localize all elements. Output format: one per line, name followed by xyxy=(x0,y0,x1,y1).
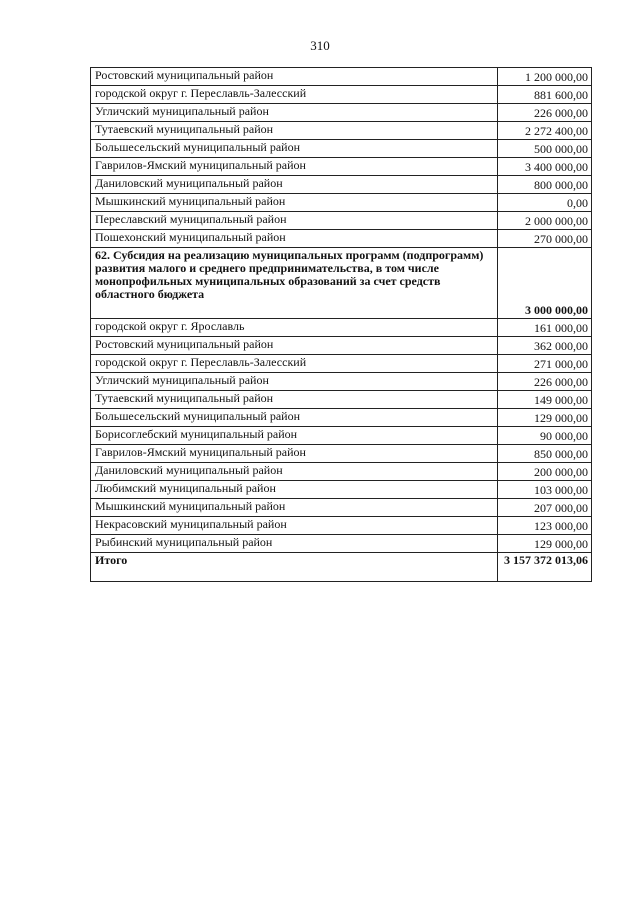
municipality-name: Ростовский муниципальный район xyxy=(91,337,498,355)
subsidy-amount: 90 000,00 xyxy=(498,427,592,445)
subsidy-amount: 2 000 000,00 xyxy=(498,212,592,230)
table-row xyxy=(91,319,592,337)
section-title: 62. Субсидия на реализацию муниципальных программ (подпрограмм) развития малого и среднего предпринимательства, в том числе монопрофильных муниципальных образований за счет средств областного бюджета xyxy=(91,248,498,319)
subsidy-table xyxy=(90,67,592,582)
table-row xyxy=(91,373,592,391)
subsidy-amount: 2 272 400,00 xyxy=(498,122,592,140)
table-row xyxy=(91,463,592,481)
municipality-name: Гаврилов-Ямский муниципальный район xyxy=(91,158,498,176)
subsidy-amount: 881 600,00 xyxy=(498,86,592,104)
table-row xyxy=(91,355,592,373)
subsidy-amount: 850 000,00 xyxy=(498,445,592,463)
municipality-name: городской округ г. Переславль-Залесский xyxy=(91,355,498,373)
municipality-name: Большесельский муниципальный район xyxy=(91,409,498,427)
table-row xyxy=(91,158,592,176)
municipality-name: Некрасовский муниципальный район xyxy=(91,517,498,535)
municipality-name: Пошехонский муниципальный район xyxy=(91,230,498,248)
subsidy-amount: 226 000,00 xyxy=(498,373,592,391)
table-row xyxy=(91,445,592,463)
table-row xyxy=(91,212,592,230)
table-row xyxy=(91,194,592,212)
table-row xyxy=(91,140,592,158)
table-row xyxy=(91,535,592,553)
subsidy-amount: 270 000,00 xyxy=(498,230,592,248)
section-amount: 3 000 000,00 xyxy=(498,248,592,319)
subsidy-amount: 1 200 000,00 xyxy=(498,68,592,86)
municipality-name: городской округ г. Ярославль xyxy=(91,319,498,337)
municipality-name: Любимский муниципальный район xyxy=(91,481,498,499)
subsidy-amount: 207 000,00 xyxy=(498,499,592,517)
subsidy-amount: 129 000,00 xyxy=(498,535,592,553)
total-label: Итого xyxy=(91,553,498,582)
municipality-name: городской округ г. Переславль-Залесский xyxy=(91,86,498,104)
municipality-name: Даниловский муниципальный район xyxy=(91,176,498,194)
subsidy-amount: 362 000,00 xyxy=(498,337,592,355)
subsidy-amount: 226 000,00 xyxy=(498,104,592,122)
table-row xyxy=(91,499,592,517)
municipality-name: Мышкинский муниципальный район xyxy=(91,499,498,517)
subsidy-amount: 500 000,00 xyxy=(498,140,592,158)
table-row xyxy=(91,481,592,499)
page-number: 310 xyxy=(310,38,330,53)
subsidy-amount: 161 000,00 xyxy=(498,319,592,337)
municipality-name: Рыбинский муниципальный район xyxy=(91,535,498,553)
table-row xyxy=(91,427,592,445)
table-row xyxy=(91,391,592,409)
total-row xyxy=(91,553,592,582)
subsidy-amount: 149 000,00 xyxy=(498,391,592,409)
subsidy-amount: 200 000,00 xyxy=(498,463,592,481)
municipality-name: Даниловский муниципальный район xyxy=(91,463,498,481)
subsidy-amount: 103 000,00 xyxy=(498,481,592,499)
municipality-name: Переславский муниципальный район xyxy=(91,212,498,230)
municipality-name: Ростовский муниципальный район xyxy=(91,68,498,86)
municipality-name: Мышкинский муниципальный район xyxy=(91,194,498,212)
table-row xyxy=(91,409,592,427)
municipality-name: Тутаевский муниципальный район xyxy=(91,122,498,140)
municipality-name: Борисоглебский муниципальный район xyxy=(91,427,498,445)
subsidy-amount: 271 000,00 xyxy=(498,355,592,373)
municipality-name: Угличский муниципальный район xyxy=(91,373,498,391)
subsidy-amount: 123 000,00 xyxy=(498,517,592,535)
municipality-name: Тутаевский муниципальный район xyxy=(91,391,498,409)
subsidy-amount: 129 000,00 xyxy=(498,409,592,427)
table-row xyxy=(91,86,592,104)
table-row xyxy=(91,517,592,535)
municipality-name: Большесельский муниципальный район xyxy=(91,140,498,158)
subsidy-amount: 3 400 000,00 xyxy=(498,158,592,176)
table-row xyxy=(91,230,592,248)
municipality-name: Гаврилов-Ямский муниципальный район xyxy=(91,445,498,463)
table-row xyxy=(91,68,592,86)
subsidy-amount: 800 000,00 xyxy=(498,176,592,194)
table-row xyxy=(91,176,592,194)
table-row xyxy=(91,104,592,122)
table-row xyxy=(91,337,592,355)
municipality-name: Угличский муниципальный район xyxy=(91,104,498,122)
total-amount: 3 157 372 013,06 xyxy=(498,553,592,582)
section-header-row xyxy=(91,248,592,319)
table-row xyxy=(91,122,592,140)
subsidy-amount: 0,00 xyxy=(498,194,592,212)
